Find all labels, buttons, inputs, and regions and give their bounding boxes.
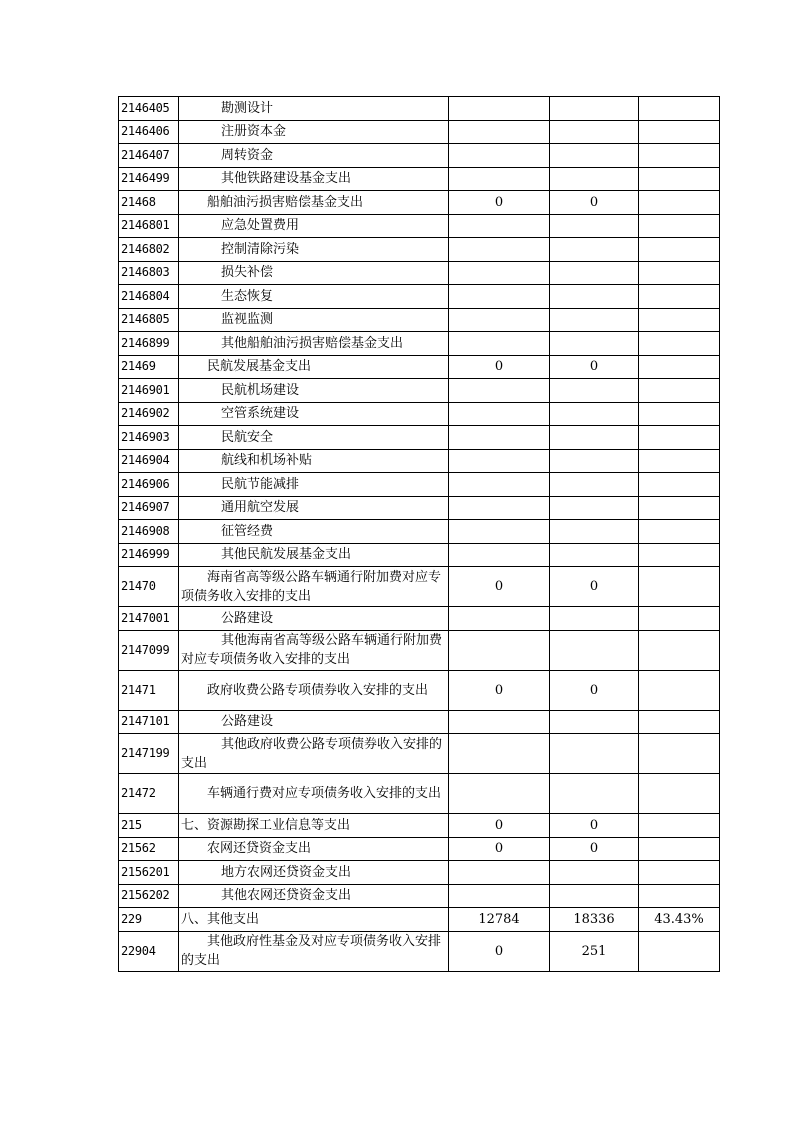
value-cell-3 <box>639 308 720 332</box>
name-cell: 七、资源勘探工业信息等支出 <box>179 814 449 838</box>
name-cell: 通用航空发展 <box>179 496 449 520</box>
value-cell-2: 0 <box>550 191 639 215</box>
value-cell-2 <box>550 144 639 168</box>
code-cell: 2146801 <box>119 214 179 238</box>
value-cell-3 <box>639 261 720 285</box>
value-cell-1 <box>449 238 550 262</box>
table-row <box>119 285 720 309</box>
name-cell: 车辆通行费对应专项债务收入安排的支出 <box>179 774 449 814</box>
value-cell-3 <box>639 734 720 774</box>
name-cell: 应急处置费用 <box>179 214 449 238</box>
code-cell: 2147001 <box>119 607 179 631</box>
value-cell-1 <box>449 426 550 450</box>
table-row <box>119 670 720 710</box>
table-row <box>119 261 720 285</box>
value-cell-2 <box>550 710 639 734</box>
table-row <box>119 379 720 403</box>
name-cell: 公路建设 <box>179 607 449 631</box>
value-cell-1 <box>449 543 550 567</box>
value-cell-3 <box>639 543 720 567</box>
name-cell: 生态恢复 <box>179 285 449 309</box>
value-cell-2 <box>550 607 639 631</box>
value-cell-3 <box>639 285 720 309</box>
value-cell-3 <box>639 379 720 403</box>
code-cell: 21472 <box>119 774 179 814</box>
table-row <box>119 520 720 544</box>
value-cell-3 <box>639 567 720 607</box>
code-cell: 229 <box>119 908 179 932</box>
code-cell: 2146805 <box>119 308 179 332</box>
table-row <box>119 861 720 885</box>
value-cell-3 <box>639 167 720 191</box>
code-cell: 21471 <box>119 670 179 710</box>
value-cell-2 <box>550 426 639 450</box>
value-cell-1 <box>449 630 550 670</box>
value-cell-1 <box>449 884 550 908</box>
code-cell: 21468 <box>119 191 179 215</box>
value-cell-3 <box>639 402 720 426</box>
code-cell: 2146907 <box>119 496 179 520</box>
value-cell-3 <box>639 814 720 838</box>
value-cell-3 <box>639 332 720 356</box>
value-cell-3 <box>639 426 720 450</box>
value-cell-2 <box>550 379 639 403</box>
value-cell-1: 0 <box>449 567 550 607</box>
value-cell-1: 0 <box>449 931 550 971</box>
value-cell-2: 251 <box>550 931 639 971</box>
value-cell-1: 0 <box>449 814 550 838</box>
value-cell-2 <box>550 332 639 356</box>
value-cell-2 <box>550 774 639 814</box>
name-cell: 其他铁路建设基金支出 <box>179 167 449 191</box>
code-cell: 2146904 <box>119 449 179 473</box>
value-cell-3 <box>639 214 720 238</box>
code-cell: 21469 <box>119 355 179 379</box>
value-cell-3 <box>639 191 720 215</box>
table-row <box>119 543 720 567</box>
table-row <box>119 191 720 215</box>
table-row <box>119 630 720 670</box>
name-cell: 空管系统建设 <box>179 402 449 426</box>
value-cell-2 <box>550 402 639 426</box>
code-cell: 2146407 <box>119 144 179 168</box>
code-cell: 2146901 <box>119 379 179 403</box>
table-row <box>119 238 720 262</box>
table-row <box>119 402 720 426</box>
table-row <box>119 97 720 121</box>
value-cell-1 <box>449 332 550 356</box>
value-cell-1: 12784 <box>449 908 550 932</box>
value-cell-1: 0 <box>449 670 550 710</box>
code-cell: 21562 <box>119 837 179 861</box>
code-cell: 2147099 <box>119 630 179 670</box>
code-cell: 2146802 <box>119 238 179 262</box>
value-cell-2 <box>550 214 639 238</box>
value-cell-3 <box>639 238 720 262</box>
value-cell-2 <box>550 734 639 774</box>
budget-expenditure-table <box>118 96 720 972</box>
value-cell-2 <box>550 167 639 191</box>
value-cell-1 <box>449 97 550 121</box>
value-cell-1: 0 <box>449 355 550 379</box>
value-cell-2: 0 <box>550 814 639 838</box>
name-cell: 农网还贷资金支出 <box>179 837 449 861</box>
table-row <box>119 308 720 332</box>
code-cell: 2146908 <box>119 520 179 544</box>
value-cell-3 <box>639 355 720 379</box>
code-cell: 2146804 <box>119 285 179 309</box>
value-cell-3 <box>639 837 720 861</box>
value-cell-1 <box>449 734 550 774</box>
value-cell-1: 0 <box>449 191 550 215</box>
table-row <box>119 167 720 191</box>
table-row <box>119 144 720 168</box>
value-cell-2 <box>550 285 639 309</box>
table-row <box>119 774 720 814</box>
value-cell-3 <box>639 630 720 670</box>
value-cell-2: 18336 <box>550 908 639 932</box>
table-row <box>119 355 720 379</box>
value-cell-1 <box>449 774 550 814</box>
code-cell: 22904 <box>119 931 179 971</box>
value-cell-1 <box>449 214 550 238</box>
value-cell-3: 43.43% <box>639 908 720 932</box>
code-cell: 2146906 <box>119 473 179 497</box>
value-cell-1 <box>449 144 550 168</box>
value-cell-2: 0 <box>550 670 639 710</box>
value-cell-3 <box>639 144 720 168</box>
value-cell-1 <box>449 710 550 734</box>
value-cell-1 <box>449 379 550 403</box>
value-cell-3 <box>639 449 720 473</box>
code-cell: 2146899 <box>119 332 179 356</box>
name-cell: 勘测设计 <box>179 97 449 121</box>
name-cell: 民航节能减排 <box>179 473 449 497</box>
code-cell: 2156201 <box>119 861 179 885</box>
name-cell: 其他海南省高等级公路车辆通行附加费对应专项债务收入安排的支出 <box>179 630 449 670</box>
table-row <box>119 332 720 356</box>
name-cell: 周转资金 <box>179 144 449 168</box>
table-row <box>119 908 720 932</box>
code-cell: 2146405 <box>119 97 179 121</box>
value-cell-3 <box>639 710 720 734</box>
value-cell-2: 0 <box>550 355 639 379</box>
value-cell-1 <box>449 449 550 473</box>
value-cell-2: 0 <box>550 567 639 607</box>
name-cell: 注册资本金 <box>179 120 449 144</box>
value-cell-3 <box>639 774 720 814</box>
value-cell-3 <box>639 861 720 885</box>
value-cell-1: 0 <box>449 837 550 861</box>
table-row <box>119 214 720 238</box>
table-row <box>119 473 720 497</box>
name-cell: 其他农网还贷资金支出 <box>179 884 449 908</box>
value-cell-1 <box>449 473 550 497</box>
table-row <box>119 496 720 520</box>
value-cell-3 <box>639 97 720 121</box>
value-cell-1 <box>449 167 550 191</box>
name-cell: 地方农网还贷资金支出 <box>179 861 449 885</box>
code-cell: 2146803 <box>119 261 179 285</box>
value-cell-2 <box>550 308 639 332</box>
table-row <box>119 120 720 144</box>
code-cell: 215 <box>119 814 179 838</box>
code-cell: 2147199 <box>119 734 179 774</box>
code-cell: 2147101 <box>119 710 179 734</box>
code-cell: 2146902 <box>119 402 179 426</box>
value-cell-3 <box>639 670 720 710</box>
value-cell-2 <box>550 120 639 144</box>
name-cell: 民航发展基金支出 <box>179 355 449 379</box>
table-row <box>119 734 720 774</box>
value-cell-2 <box>550 630 639 670</box>
table-row <box>119 607 720 631</box>
value-cell-1 <box>449 308 550 332</box>
value-cell-1 <box>449 402 550 426</box>
table-row <box>119 837 720 861</box>
name-cell: 征管经费 <box>179 520 449 544</box>
value-cell-2 <box>550 884 639 908</box>
name-cell: 控制清除污染 <box>179 238 449 262</box>
table-row <box>119 567 720 607</box>
code-cell: 2146999 <box>119 543 179 567</box>
name-cell: 海南省高等级公路车辆通行附加费对应专项债务收入安排的支出 <box>179 567 449 607</box>
code-cell: 2146406 <box>119 120 179 144</box>
table-row <box>119 884 720 908</box>
table-row <box>119 710 720 734</box>
value-cell-2 <box>550 238 639 262</box>
value-cell-3 <box>639 473 720 497</box>
value-cell-1 <box>449 520 550 544</box>
name-cell: 其他民航发展基金支出 <box>179 543 449 567</box>
table-row <box>119 449 720 473</box>
code-cell: 2146499 <box>119 167 179 191</box>
value-cell-2 <box>550 520 639 544</box>
name-cell: 损失补偿 <box>179 261 449 285</box>
value-cell-1 <box>449 861 550 885</box>
value-cell-1 <box>449 496 550 520</box>
value-cell-1 <box>449 261 550 285</box>
code-cell: 2156202 <box>119 884 179 908</box>
value-cell-2: 0 <box>550 837 639 861</box>
table-row <box>119 814 720 838</box>
name-cell: 航线和机场补贴 <box>179 449 449 473</box>
code-cell: 21470 <box>119 567 179 607</box>
value-cell-3 <box>639 884 720 908</box>
value-cell-1 <box>449 120 550 144</box>
value-cell-2 <box>550 496 639 520</box>
table-row <box>119 931 720 971</box>
value-cell-2 <box>550 543 639 567</box>
name-cell: 政府收费公路专项债券收入安排的支出 <box>179 670 449 710</box>
value-cell-3 <box>639 520 720 544</box>
name-cell: 民航安全 <box>179 426 449 450</box>
table-row <box>119 426 720 450</box>
value-cell-3 <box>639 607 720 631</box>
value-cell-2 <box>550 449 639 473</box>
value-cell-2 <box>550 861 639 885</box>
name-cell: 船舶油污损害赔偿基金支出 <box>179 191 449 215</box>
value-cell-1 <box>449 285 550 309</box>
name-cell: 公路建设 <box>179 710 449 734</box>
value-cell-2 <box>550 97 639 121</box>
name-cell: 民航机场建设 <box>179 379 449 403</box>
name-cell: 其他政府性基金及对应专项债务收入安排的支出 <box>179 931 449 971</box>
value-cell-2 <box>550 261 639 285</box>
name-cell: 八、其他支出 <box>179 908 449 932</box>
name-cell: 监视监测 <box>179 308 449 332</box>
value-cell-1 <box>449 607 550 631</box>
value-cell-3 <box>639 120 720 144</box>
name-cell: 其他船舶油污损害赔偿基金支出 <box>179 332 449 356</box>
table-body <box>119 97 720 972</box>
value-cell-2 <box>550 473 639 497</box>
code-cell: 2146903 <box>119 426 179 450</box>
name-cell: 其他政府收费公路专项债券收入安排的支出 <box>179 734 449 774</box>
value-cell-3 <box>639 496 720 520</box>
value-cell-3 <box>639 931 720 971</box>
